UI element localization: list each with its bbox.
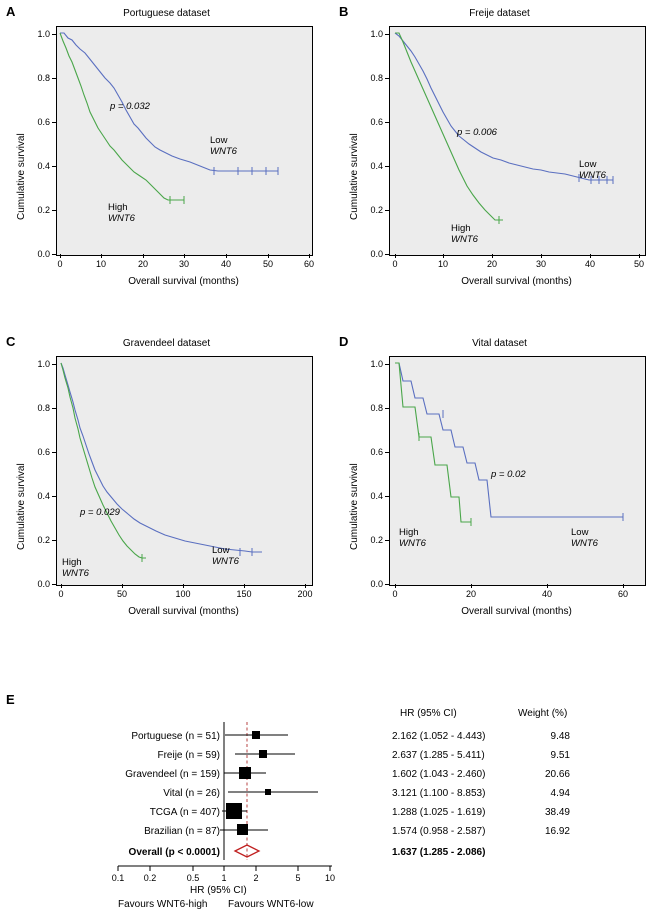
panel-d-legend-low (571, 528, 598, 550)
panel-c-curves (0, 330, 333, 640)
forest-hr-value: 2.637 (1.285 - 5.411) (392, 750, 485, 761)
panel-a-xtick-0: 0 (57, 259, 63, 269)
panel-c-low-gene: WNT6 (212, 555, 239, 567)
panel-c-xtick-1: 50 (116, 589, 127, 599)
panel-a-xtick-1: 10 (95, 259, 106, 269)
panel-e (0, 692, 666, 921)
panel-d-ytick-5: 1.0 (370, 359, 383, 369)
panel-d-xtick-3: 60 (617, 589, 628, 599)
forest-weight-value: 9.51 (550, 750, 570, 761)
panel-b-ytick-4: 0.8 (370, 73, 383, 83)
panel-d-xtick-0: 0 (392, 589, 398, 599)
panel-d-low-gene: WNT6 (571, 537, 598, 549)
panel-c-title: Gravendeel dataset (122, 338, 211, 349)
panel-a-xtick-6: 60 (303, 259, 314, 269)
panel-b-ylabel: Cumulative survival (349, 133, 360, 220)
panel-d (333, 330, 666, 640)
panel-d-ytick-3: 0.6 (370, 447, 383, 457)
panel-b-low-label: Low (579, 159, 597, 170)
forest-axis-label: HR (95% CI) (190, 885, 247, 896)
forest-weight-value: 16.92 (544, 826, 570, 837)
panel-a (0, 0, 333, 310)
panel-b-xtick-4: 40 (584, 259, 595, 269)
forest-xtick: 1 (221, 873, 227, 883)
panel-c-xtick-0: 0 (58, 589, 64, 599)
panel-b-legend-high (451, 224, 478, 246)
panel-a-title: Portuguese dataset (123, 8, 210, 19)
panel-a-xtick-5: 50 (262, 259, 273, 269)
forest-weight-header: Weight (%) (518, 708, 568, 719)
forest-hr-value: 3.121 (1.100 - 8.853) (392, 788, 486, 799)
panel-b-xtick-1: 10 (437, 259, 448, 269)
panel-c-ytick-3: 0.6 (37, 447, 50, 457)
panel-b-ytick-2: 0.4 (370, 161, 383, 171)
panel-a-high-gene: WNT6 (108, 212, 135, 224)
forest-xtick: 5 (295, 873, 301, 883)
panel-b-high-gene: WNT6 (451, 233, 478, 245)
forest-favours-right: Favours WNT6-low (228, 899, 314, 910)
panel-c-high-label: High (62, 557, 82, 568)
panel-a-letter: A (6, 4, 16, 19)
panel-d-ytick-1: 0.2 (370, 535, 383, 545)
forest-weight-value: 9.48 (550, 731, 570, 742)
panel-c-ytick-1: 0.2 (37, 535, 50, 545)
panel-b-low-gene: WNT6 (579, 169, 606, 181)
panel-a-xtick-4: 40 (220, 259, 231, 269)
forest-hr-value: 1.574 (0.958 - 2.587) (392, 826, 486, 837)
forest-weight-value: 20.66 (544, 769, 570, 780)
panel-d-xtick-2: 40 (541, 589, 552, 599)
panel-c-legend-high (62, 558, 89, 580)
panel-a-xtick-3: 30 (178, 259, 189, 269)
panel-d-high-label: High (399, 527, 419, 538)
panel-d-ytick-4: 0.8 (370, 403, 383, 413)
panel-d-xtick-1: 20 (465, 589, 476, 599)
panel-b-xtick-3: 30 (535, 259, 546, 269)
panel-a-legend-high (108, 203, 135, 225)
panel-c-ytick-5: 1.0 (37, 359, 50, 369)
panel-d-legend-high (399, 528, 426, 550)
forest-overall-hr: 1.637 (1.285 - 2.086) (392, 847, 486, 858)
panel-d-letter: D (339, 334, 349, 349)
forest-row-label: Vital (n = 26) (163, 788, 220, 799)
forest-xtick: 0.5 (186, 873, 200, 883)
panel-c-xtick-2: 100 (175, 589, 191, 599)
panel-b-ytick-3: 0.6 (370, 117, 383, 127)
panel-a-xtick-2: 20 (137, 259, 148, 269)
forest-weight-value: 38.49 (544, 807, 570, 818)
forest-graphic (0, 700, 666, 921)
panel-b-xtick-5: 50 (633, 259, 644, 269)
panel-a-ytick-5: 1.0 (37, 29, 50, 39)
panel-a-ytick-2: 0.4 (37, 161, 50, 171)
forest-row-label: Gravendeel (n = 159) (125, 769, 220, 780)
panel-e-letter: E (6, 692, 15, 707)
forest-weight-value: 4.94 (550, 788, 570, 799)
panel-b-legend-low (579, 160, 606, 182)
panel-d-ytick-0: 0.0 (370, 579, 383, 589)
panel-a-high-label: High (108, 202, 128, 213)
panel-a-legend-low (210, 136, 237, 158)
panel-c-legend-low (212, 546, 239, 568)
panel-d-xlabel: Overall survival (months) (461, 606, 572, 617)
panel-a-ytick-0: 0.0 (37, 249, 50, 259)
forest-hr-value: 1.602 (1.043 - 2.460) (392, 769, 486, 780)
panel-c-ytick-2: 0.4 (37, 491, 50, 501)
panel-d-low-label: Low (571, 527, 589, 538)
panel-c-pvalue: p = 0.029 (80, 507, 120, 518)
panel-c-letter: C (6, 334, 16, 349)
forest-hr-value: 2.162 (1.052 - 4.443) (392, 731, 486, 742)
forest-row-label: Brazilian (n = 87) (144, 826, 220, 837)
panel-c-xtick-3: 150 (236, 589, 252, 599)
panel-d-ytick-2: 0.4 (370, 491, 383, 501)
panel-b-xtick-0: 0 (392, 259, 398, 269)
panel-a-xlabel: Overall survival (months) (128, 276, 239, 287)
panel-c-low-label: Low (212, 545, 230, 556)
panel-d-pvalue: p = 0.02 (491, 469, 526, 480)
panel-d-title: Vital dataset (472, 338, 527, 349)
panel-d-ylabel: Cumulative survival (349, 463, 360, 550)
panel-b-xlabel: Overall survival (months) (461, 276, 572, 287)
forest-row-label: Freije (n = 59) (157, 750, 220, 761)
forest-row-label: Portuguese (n = 51) (131, 731, 220, 742)
panel-a-ytick-4: 0.8 (37, 73, 50, 83)
forest-hr-header: HR (95% CI) (400, 708, 457, 719)
panel-c-xtick-4: 200 (297, 589, 313, 599)
panel-c-high-gene: WNT6 (62, 567, 89, 579)
panel-a-ytick-1: 0.2 (37, 205, 50, 215)
panel-c-ytick-0: 0.0 (37, 579, 50, 589)
panel-c-ytick-4: 0.8 (37, 403, 50, 413)
forest-xtick: 2 (253, 873, 259, 883)
panel-a-ylabel: Cumulative survival (16, 133, 27, 220)
panel-a-pvalue: p = 0.032 (110, 101, 150, 112)
forest-xtick: 10 (324, 873, 335, 883)
forest-xtick: 0.1 (111, 873, 125, 883)
panel-a-low-gene: WNT6 (210, 145, 237, 157)
forest-overall-label: Overall (p < 0.0001) (128, 847, 220, 858)
panel-b (333, 0, 666, 310)
panel-a-ytick-3: 0.6 (37, 117, 50, 127)
panel-b-letter: B (339, 4, 349, 19)
panel-c-ylabel: Cumulative survival (16, 463, 27, 550)
forest-row-label: TCGA (n = 407) (149, 807, 220, 818)
forest-hr-value: 1.288 (1.025 - 1.619) (392, 807, 486, 818)
panel-b-pvalue: p = 0.006 (457, 127, 497, 138)
panel-c-xlabel: Overall survival (months) (128, 606, 239, 617)
forest-xtick: 0.2 (143, 873, 157, 883)
panel-a-low-label: Low (210, 135, 228, 146)
panel-b-ytick-5: 1.0 (370, 29, 383, 39)
panel-b-high-label: High (451, 223, 471, 234)
panel-d-high-gene: WNT6 (399, 537, 426, 549)
panel-b-ytick-0: 0.0 (370, 249, 383, 259)
panel-c (0, 330, 333, 640)
panel-b-ytick-1: 0.2 (370, 205, 383, 215)
panel-b-title: Freije dataset (469, 8, 530, 19)
forest-favours-left: Favours WNT6-high (118, 899, 208, 910)
panel-b-xtick-2: 20 (486, 259, 497, 269)
